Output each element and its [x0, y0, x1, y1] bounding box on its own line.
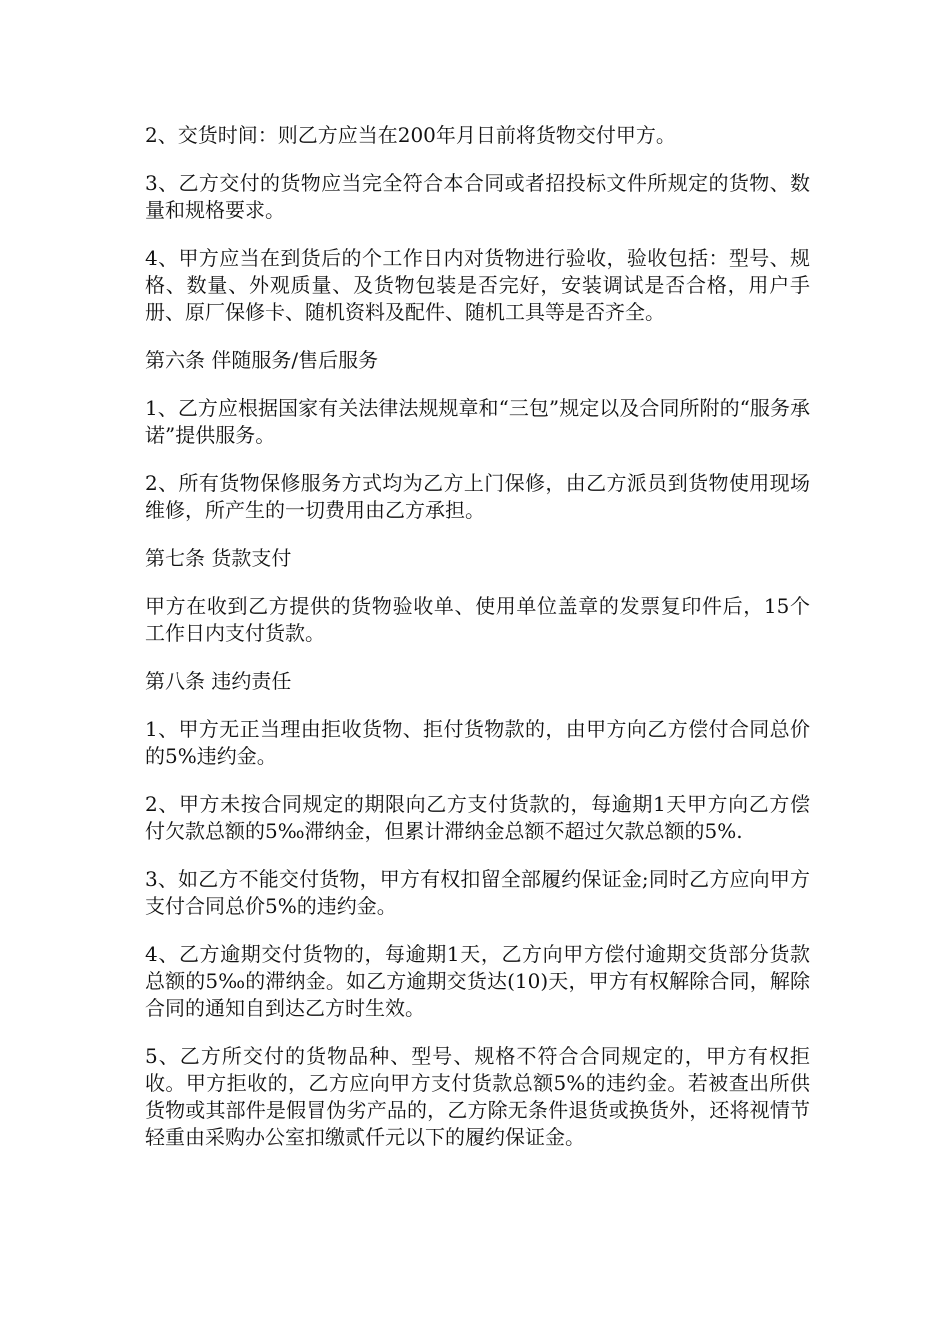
clause-late-delivery-penalty: 4、乙方逾期交付货物的，每逾期1天，乙方向甲方偿付逾期交货部分货款总额的5‰的滞纳金。如乙方逾期交货达(10)天，甲方有权解除合同，解除合同的通知自到达乙方时生效。: [145, 942, 810, 1020]
clause-non-delivery-penalty: 3、如乙方不能交付货物，甲方有权扣留全部履约保证金;同时乙方应向甲方支付合同总价5%的违约金。: [145, 867, 810, 918]
clause-late-payment-penalty: 2、甲方未按合同规定的期限向乙方支付货款的，每逾期1天甲方向乙方偿付欠款总额的5‰滞纳金，但累计滞纳金总额不超过欠款总额的5%.: [145, 792, 810, 843]
clause-delivery-time: 2、交货时间：则乙方应当在200年月日前将货物交付甲方。: [145, 123, 676, 147]
clause-payment-terms: 甲方在收到乙方提供的货物验收单、使用单位盖章的发票复印件后，15个工作日内支付货款。: [145, 594, 810, 645]
article-8-heading: 第八条 违约责任: [145, 669, 292, 693]
clause-service-commitment: 1、乙方应根据国家有关法律法规规章和“三包”规定以及合同所附的“服务承诺”提供服务。: [145, 396, 810, 447]
clause-buyer-rejection-penalty: 1、甲方无正当理由拒收货物、拒付货物款的，由甲方向乙方偿付合同总价的5%违约金。: [145, 717, 810, 768]
clause-goods-conformity: 3、乙方交付的货物应当完全符合本合同或者招投标文件所规定的货物、数量和规格要求。: [145, 171, 810, 222]
article-6-heading: 第六条 伴随服务/售后服务: [145, 348, 379, 372]
clause-acceptance-inspection: 4、甲方应当在到货后的个工作日内对货物进行验收，验收包括：型号、规格、数量、外观质量、及货物包装是否完好，安装调试是否合格，用户手册、原厂保修卡、随机资料及配件、随机工具等是否齐全。: [145, 246, 810, 324]
document-page: [145, 122, 810, 1172]
clause-nonconforming-goods-penalty: 5、乙方所交付的货物品种、型号、规格不符合合同规定的，甲方有权拒收。甲方拒收的，乙方应向甲方支付货款总额5%的违约金。若被查出所供货物或其部件是假冒伪劣产品的，乙方除无条件退货或换货外，还将视情节轻重由采购办公室扣缴贰仟元以下的履约保证金。: [145, 1044, 810, 1149]
clause-onsite-warranty: 2、所有货物保修服务方式均为乙方上门保修，由乙方派员到货物使用现场维修，所产生的一切费用由乙方承担。: [145, 471, 810, 522]
article-7-heading: 第七条 货款支付: [145, 546, 292, 570]
